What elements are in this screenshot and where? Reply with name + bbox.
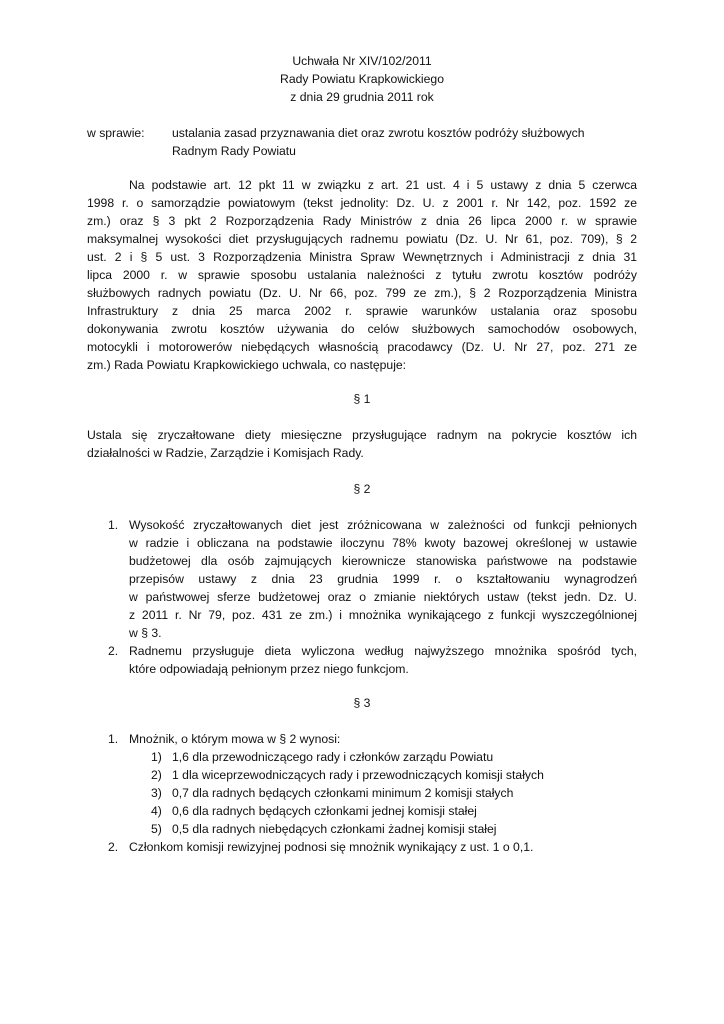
item-line: w państwowej sferze budżetowej oraz o zmianie niektórych ustaw (tekst jedn. Dz. U. xyxy=(129,590,637,604)
section-1-line: działalności w Radzie, Zarządzie i Komisjach Rady. xyxy=(87,446,364,460)
subitem-number: 1) xyxy=(151,750,162,764)
council-name: Rady Powiatu Krapkowickiego xyxy=(280,72,444,86)
list-item: 0,5 dla radnych niebędących członkami żadnej komisji stałej xyxy=(172,822,497,836)
section-1-line: Ustala się zryczałtowane diety miesięczne przysługujące radnym na pokrycie kosztów ich xyxy=(87,428,637,442)
item-number: 1. xyxy=(108,732,119,746)
preamble-line: lipca 2000 r. w sprawie sposobu ustalania należności z tytułu zwrotu kosztów podróży xyxy=(87,268,637,282)
section-1-heading: § 1 xyxy=(353,392,371,406)
section-3-item-1: Mnożnik, o którym mowa w § 2 wynosi: xyxy=(129,732,341,746)
subitem-number: 2) xyxy=(151,768,162,782)
list-item: 0,7 dla radnych będących członkami minimum 2 komisji stałych xyxy=(172,786,514,800)
item-number: 1. xyxy=(108,518,119,532)
resolution-number: Uchwała Nr XIV/102/2011 xyxy=(292,54,432,68)
preamble-line: zm.) Rada Powiatu Krapkowickiego uchwala, co następuje: xyxy=(87,358,407,372)
preamble-line: zm.) oraz § 3 pkt 2 Rozporządzenia Rady Ministrów z dnia 26 lipca 2000 r. w sprawie xyxy=(87,214,637,228)
preamble-line: ust. 2 i § 5 ust. 3 Rozporządzenia Ministra Spraw Wewnętrznych i Administracji z dnia 31 xyxy=(87,250,637,264)
section-2-heading: § 2 xyxy=(353,482,371,496)
item-line: z 2011 r. Nr 79, poz. 431 ze zm.) i mnożnika wynikającego z funkcji wyszczególnionej xyxy=(129,608,637,622)
list-item: 1,6 dla przewodniczącego rady i członków zarządu Powiatu xyxy=(172,750,494,764)
preamble-line: Na podstawie art. 12 pkt 11 w związku z art. 21 ust. 4 i 5 ustawy z dnia 5 czerwca xyxy=(129,178,637,192)
item-line: w § 3. xyxy=(129,626,162,640)
resolution-date: z dnia 29 grudnia 2011 rok xyxy=(290,90,434,104)
item-number: 2. xyxy=(108,840,119,854)
item-line: budżetowej dla osób zajmujących kierownicze stanowiska państwowe na podstawie xyxy=(129,554,637,568)
preamble-line: służbowych radnych powiatu (Dz. U. Nr 66, poz. 799 ze zm.), § 2 Rozporządzenia Ministra xyxy=(87,286,637,300)
item-line: które odpowiadają pełnionym przez niego funkcjom. xyxy=(129,662,409,676)
preamble-line: Infrastruktury z dnia 25 marca 2002 r. sprawie warunków ustalania oraz sposobu xyxy=(87,304,637,318)
item-line: Radnemu przysługuje dieta wyliczona według najwyższego mnożnika spośród tych, xyxy=(129,644,637,658)
item-number: 2. xyxy=(108,644,119,658)
preamble-line: 1998 r. o samorządzie powiatowym (tekst jednolity: Dz. U. z 2001 r. Nr 142, poz. 1592 ze xyxy=(87,196,637,210)
subject-label: w sprawie: xyxy=(87,126,145,140)
subitem-number: 4) xyxy=(151,804,162,818)
preamble-line: dokonywania zwrotu kosztów używania do celów służbowych samochodów osobowych, xyxy=(87,322,637,336)
preamble-line: maksymalnej wysokości diet przysługujących radnemu powiatu (Dz. U. Nr 61, poz. 709), § 2 xyxy=(87,232,637,246)
subject-line: Radnym Rady Powiatu xyxy=(172,144,296,158)
subject-line: ustalania zasad przyznawania diet oraz zwrotu kosztów podróży służbowych xyxy=(172,126,585,140)
item-line: przepisów ustawy z dnia 23 grudnia 1999 r. o kształtowaniu wynagrodzeń xyxy=(129,572,637,586)
item-line: Wysokość zryczałtowanych diet jest zróżnicowana w zależności od funkcji pełnionych xyxy=(129,518,637,532)
subitem-number: 5) xyxy=(151,822,162,836)
subitem-number: 3) xyxy=(151,786,162,800)
item-line: w radzie i obliczana na podstawie iloczynu 78% kwoty bazowej określonej w ustawie xyxy=(129,536,637,550)
list-item: 0,6 dla radnych będących członkami jednej komisji stałej xyxy=(172,804,477,818)
section-3-heading: § 3 xyxy=(353,696,371,710)
list-item: 1 dla wiceprzewodniczących rady i przewodniczących komisji stałych xyxy=(172,768,544,782)
section-3-item-2: Członkom komisji rewizyjnej podnosi się mnożnik wynikający z ust. 1 o 0,1. xyxy=(129,840,534,854)
preamble-line: motocykli i motorowerów niebędących własnością pracodawcy (Dz. U. Nr 27, poz. 271 ze xyxy=(87,340,637,354)
